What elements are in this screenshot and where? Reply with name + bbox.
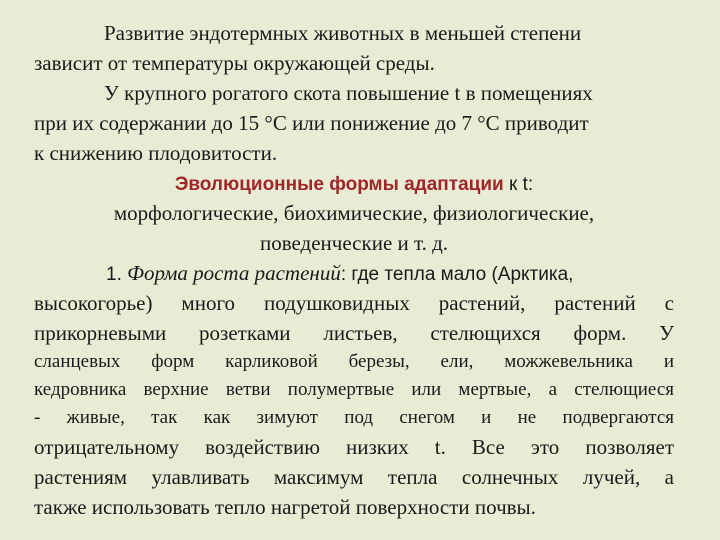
paragraph2-line3: к снижению плодовитости. — [34, 141, 278, 165]
point1-line1-rest: : где тепла мало (Арктика, — [340, 264, 574, 285]
heading-line3: поведенческие и т. д. — [259, 231, 449, 255]
heading-highlight: Эволюционные формы адаптации — [174, 174, 504, 195]
paragraph2-line1: У крупного рогатого скота повышение t в помещениях — [104, 81, 593, 105]
point1-line2: высокогорье) много подушковидных растений, растений с — [34, 291, 674, 315]
point1-title: Форма роста растений — [127, 261, 341, 285]
heading-line2: морфологические, биохимические, физиологические, — [113, 201, 595, 225]
point1-number: 1. — [106, 264, 122, 285]
point1-line4: сланцевых форм карликовой березы, ели, можжевельника и — [34, 351, 674, 372]
slide-text-body — [34, 18, 674, 522]
point1-line6: - живые, так как зимуют под снегом и не подвергаются — [34, 407, 674, 428]
paragraph1-line2: зависит от температуры окружающей среды. — [34, 51, 435, 75]
heading-line1 — [34, 168, 674, 198]
paragraph1-line1: Развитие эндотермных животных в меньшей степени — [104, 21, 582, 45]
paragraph2-line2: при их содержании до 15 °C или понижение до 7 °C приводит — [34, 111, 589, 135]
point1-line3: прикорневыми розетками листьев, стелющихся форм. У — [34, 321, 674, 345]
point1-line1 — [34, 258, 674, 288]
heading-rest: к t: — [503, 174, 534, 195]
point1-line7: отрицательному воздействию низких t. Все это позволяет — [34, 435, 674, 459]
point1-line9: также использовать тепло нагретой поверхности почвы. — [34, 495, 536, 519]
point1-line8: растениям улавливать максимум тепла солнечных лучей, а — [34, 465, 674, 489]
point1-line5: кедровника верхние ветви полумертвые или мертвые, а стелющиеся — [34, 379, 674, 400]
